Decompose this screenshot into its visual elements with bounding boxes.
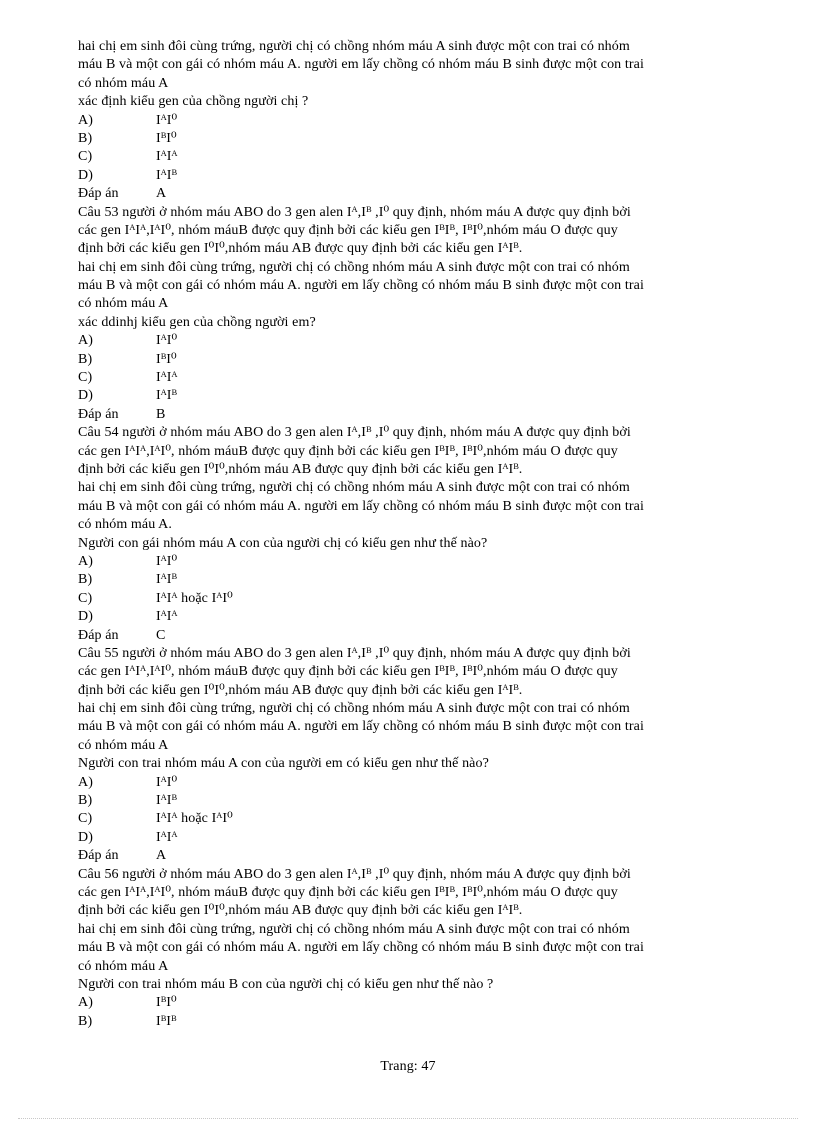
option-label: B): [78, 130, 93, 146]
option-value: IᴮI⁰: [156, 995, 177, 1011]
text-line: có nhóm máu A: [78, 75, 169, 91]
option-label: C): [78, 149, 93, 165]
option-value: IᴬIᴬ: [156, 370, 178, 386]
option-line: [78, 332, 738, 350]
option-value: IᴬI⁰: [156, 553, 178, 569]
text-line: các gen IᴬIᴬ,IᴬI⁰, nhóm máuB được quy định bởi các kiểu gen IᴮIᴮ, IᴮI⁰,nhóm máu O được quy: [78, 222, 618, 238]
option-value: IᴬIᴬ hoặc IᴬI⁰: [156, 811, 233, 827]
option-line: [78, 112, 738, 130]
option-label: D): [78, 388, 93, 404]
option-line: [78, 387, 738, 405]
text-line: các gen IᴬIᴬ,IᴬI⁰, nhóm máuB được quy định bởi các kiểu gen IᴮIᴮ, IᴮI⁰,nhóm máu O được quy: [78, 443, 618, 459]
text-line: có nhóm máu A: [78, 296, 169, 312]
text-line: Câu 53 người ở nhóm máu ABO do 3 gen alen Iᴬ,Iᴮ ,I⁰ quy định, nhóm máu A được quy định bởi: [78, 204, 631, 220]
option-label: C): [78, 811, 93, 827]
text-line: Người con trai nhóm máu A con của người em có kiểu gen như thế nào?: [78, 756, 489, 772]
option-line: [78, 774, 738, 792]
text-line: định bởi các kiểu gen I⁰I⁰,nhóm máu AB được quy định bởi các kiểu gen IᴬIᴮ.: [78, 461, 523, 477]
answer-label: Đáp án: [78, 848, 119, 864]
option-label: B): [78, 351, 93, 367]
text-line: Câu 56 người ở nhóm máu ABO do 3 gen alen Iᴬ,Iᴮ ,I⁰ quy định, nhóm máu A được quy định bởi: [78, 866, 631, 882]
option-line: [78, 167, 738, 185]
option-line: [78, 1013, 738, 1031]
text-line: có nhóm máu A: [78, 737, 169, 753]
option-label: C): [78, 370, 93, 386]
text-line: xác định kiểu gen của chồng người chị ?: [78, 94, 309, 110]
answer-value: A: [156, 848, 167, 864]
option-label: A): [78, 553, 93, 569]
text-line: Người con trai nhóm máu B con của người chị có kiểu gen như thế nào ?: [78, 976, 494, 992]
text-line: máu B và một con gái có nhóm máu A. người em lấy chồng có nhóm máu B sinh được một con trai: [78, 278, 644, 294]
text-line: hai chị em sinh đôi cùng trứng, người chị có chồng nhóm máu A sinh được một con trai có nhóm: [78, 259, 630, 275]
option-line: [78, 571, 738, 589]
option-value: IᴬIᴮ: [156, 167, 178, 183]
option-line: [78, 994, 738, 1012]
answer-line: [78, 406, 738, 424]
text-line: có nhóm máu A.: [78, 517, 172, 533]
option-label: A): [78, 774, 93, 790]
text-line: Câu 54 người ở nhóm máu ABO do 3 gen alen Iᴬ,Iᴮ ,I⁰ quy định, nhóm máu A được quy định bởi: [78, 425, 631, 441]
option-line: [78, 148, 738, 166]
answer-value: B: [156, 406, 166, 422]
option-value: IᴬIᴬ hoặc IᴬI⁰: [156, 590, 233, 606]
text-line: xác ddinhj kiểu gen của chồng người em?: [78, 314, 316, 330]
text-line: định bởi các kiểu gen I⁰I⁰,nhóm máu AB được quy định bởi các kiểu gen IᴬIᴮ.: [78, 241, 523, 257]
option-label: D): [78, 167, 93, 183]
text-line: máu B và một con gái có nhóm máu A. người em lấy chồng có nhóm máu B sinh được một con trai: [78, 719, 644, 735]
option-value: IᴮI⁰: [156, 130, 177, 146]
option-label: A): [78, 333, 93, 349]
answer-line: [78, 185, 738, 203]
text-line: máu B và một con gái có nhóm máu A. người em lấy chồng có nhóm máu B sinh được một con trai: [78, 498, 644, 514]
text-line: máu B và một con gái có nhóm máu A. người em lấy chồng có nhóm máu B sinh được một con trai: [78, 940, 644, 956]
text-line: Câu 55 người ở nhóm máu ABO do 3 gen alen Iᴬ,Iᴮ ,I⁰ quy định, nhóm máu A được quy định bởi: [78, 645, 631, 661]
option-value: IᴬI⁰: [156, 112, 178, 128]
text-line: định bởi các kiểu gen I⁰I⁰,nhóm máu AB được quy định bởi các kiểu gen IᴬIᴮ.: [78, 903, 523, 919]
answer-value: C: [156, 627, 166, 643]
option-line: [78, 130, 738, 148]
text-line: hai chị em sinh đôi cùng trứng, người chị có chồng nhóm máu A sinh được một con trai có nhóm: [78, 701, 630, 717]
text-line: máu B và một con gái có nhóm máu A. người em lấy chồng có nhóm máu B sinh được một con trai: [78, 57, 644, 73]
option-value: IᴮIᴮ: [156, 1013, 177, 1029]
option-value: IᴬI⁰: [156, 333, 178, 349]
text-line: hai chị em sinh đôi cùng trứng, người chị có chồng nhóm máu A sinh được một con trai có nhóm: [78, 921, 630, 937]
text-line: Người con gái nhóm máu A con của người chị có kiểu gen như thế nào?: [78, 535, 488, 551]
text-line: hai chị em sinh đôi cùng trứng, người chị có chồng nhóm máu A sinh được một con trai có nhóm: [78, 480, 630, 496]
option-label: D): [78, 829, 93, 845]
text-line: hai chị em sinh đôi cùng trứng, người chị có chồng nhóm máu A sinh được một con trai có nhóm: [78, 39, 630, 54]
option-line: [78, 810, 738, 828]
option-line: [78, 792, 738, 810]
option-label: A): [78, 112, 93, 128]
text-line: có nhóm máu A: [78, 958, 169, 974]
option-value: IᴮI⁰: [156, 351, 177, 367]
option-value: IᴬIᴮ: [156, 572, 178, 588]
option-value: IᴬIᴬ: [156, 609, 178, 625]
answer-label: Đáp án: [78, 186, 119, 202]
page-bottom-divider: [18, 1118, 798, 1119]
text-line: định bởi các kiểu gen I⁰I⁰,nhóm máu AB được quy định bởi các kiểu gen IᴬIᴮ.: [78, 682, 523, 698]
option-line: [78, 608, 738, 626]
option-label: B): [78, 572, 93, 588]
option-line: [78, 590, 738, 608]
answer-value: A: [156, 186, 167, 202]
option-value: IᴬIᴬ: [156, 149, 178, 165]
option-value: IᴬI⁰: [156, 774, 178, 790]
option-line: [78, 829, 738, 847]
text-line: các gen IᴬIᴬ,IᴬI⁰, nhóm máuB được quy định bởi các kiểu gen IᴮIᴮ, IᴮI⁰,nhóm máu O được quy: [78, 664, 618, 680]
option-line: [78, 351, 738, 369]
answer-label: Đáp án: [78, 406, 119, 422]
document-body: [78, 38, 738, 1031]
option-value: IᴬIᴮ: [156, 388, 178, 404]
option-line: [78, 369, 738, 387]
option-label: B): [78, 793, 93, 809]
option-line: [78, 553, 738, 571]
option-value: IᴬIᴮ: [156, 793, 178, 809]
page-footer: Trang: 47: [380, 1059, 436, 1074]
answer-line: [78, 847, 738, 865]
option-label: C): [78, 590, 93, 606]
option-label: D): [78, 609, 93, 625]
option-label: B): [78, 1013, 93, 1029]
answer-line: [78, 627, 738, 645]
text-line: các gen IᴬIᴬ,IᴬI⁰, nhóm máuB được quy định bởi các kiểu gen IᴮIᴮ, IᴮI⁰,nhóm máu O được quy: [78, 884, 618, 900]
option-label: A): [78, 995, 93, 1011]
option-value: IᴬIᴬ: [156, 829, 178, 845]
answer-label: Đáp án: [78, 627, 119, 643]
